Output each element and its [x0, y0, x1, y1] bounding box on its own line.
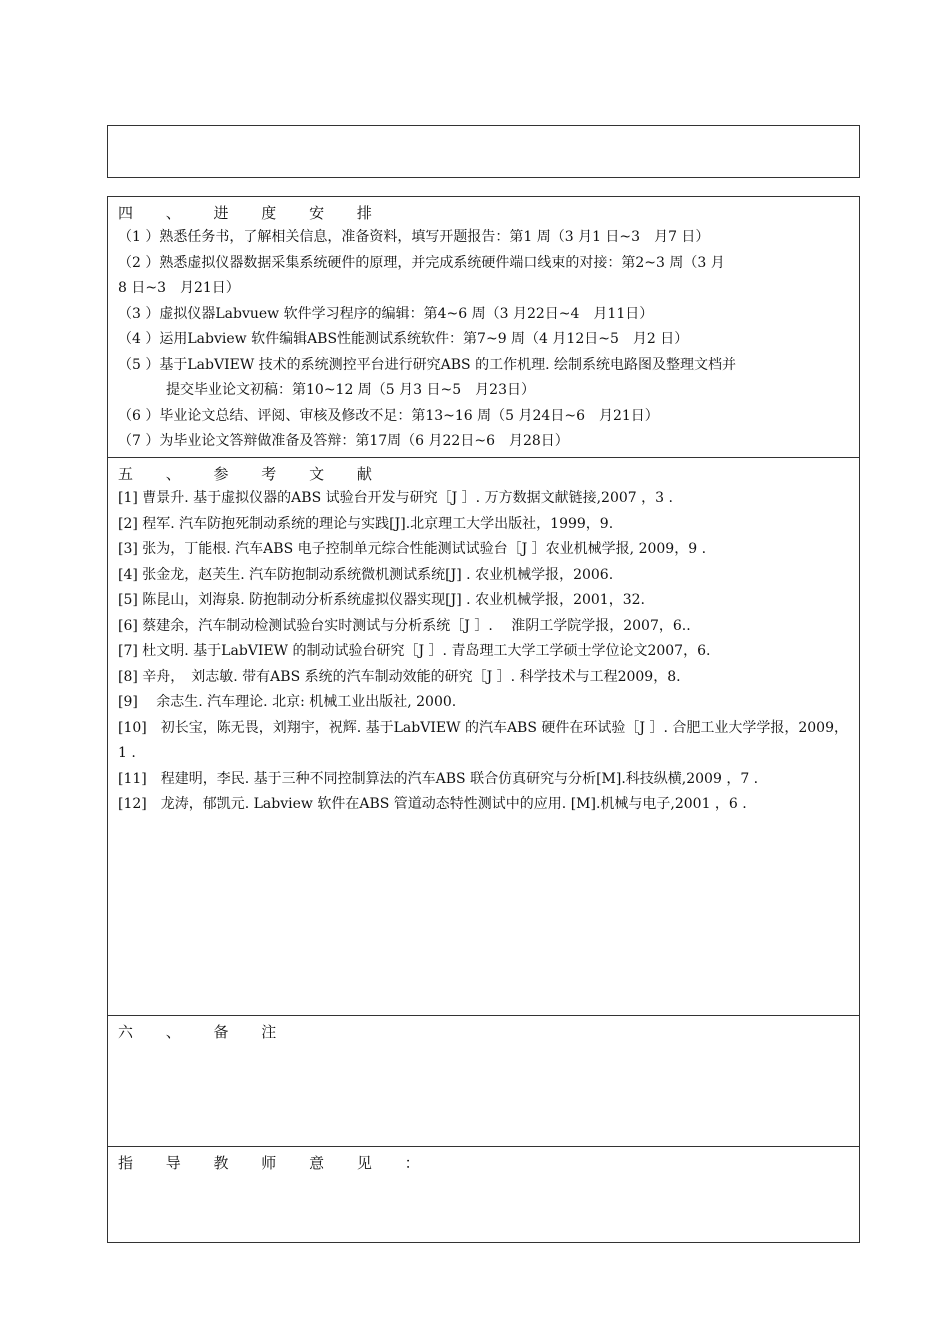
remarks-section	[108, 1016, 859, 1147]
references-section	[108, 458, 859, 1016]
reference-item: [3] 张为，丁能根. 汽车ABS 电子控制单元综合性能测试试验台［J ］农业机械学报, 2009，9 .	[118, 541, 707, 557]
proposal-table	[107, 196, 860, 1243]
schedule-item-4	[118, 327, 851, 353]
schedule-item-line: （7 ）为毕业论文答辩做准备及答辩：第17周（6 月22日~6 月28日）	[118, 433, 569, 449]
schedule-item-line: （4 ）运用Labview 软件编辑ABS性能测试系统软件：第7~9 周（4 月12日~5 月2 日）	[118, 331, 689, 347]
schedule-item-7	[118, 429, 851, 455]
schedule-section	[108, 197, 859, 458]
reference-item: [8] 辛舟， 刘志敏. 带有ABS 系统的汽车制动效能的研究［J ］. 科学技术与工程2009，8.	[118, 668, 681, 685]
reference-item: [7] 杜文明. 基于LabVIEW 的制动试验台研究［J ］. 青岛理工大学工学硕士学位论文2007，6.	[118, 643, 711, 659]
advisor-opinion-heading: 指 导 教 师 意 见 ：	[118, 1154, 434, 1172]
schedule-item-continuation: 8 日~3 月21日）	[118, 280, 240, 296]
references-heading: 五 、 参 考 文 献	[118, 465, 386, 483]
schedule-item-6	[118, 404, 851, 430]
reference-item: [4] 张金龙，赵芙生. 汽车防抱制动系统微机测试系统[J] . 农业机械学报，2006.	[118, 566, 614, 583]
schedule-heading: 四 、 进 度 安 排	[118, 204, 386, 222]
schedule-item-line: （6 ）毕业论文总结、评阅、审核及修改不足：第13~16 周（5 月24日~6 月21日）	[118, 407, 659, 424]
top-empty-box	[107, 125, 860, 178]
reference-item: [11] 程建明，李民. 基于三种不同控制算法的汽车ABS 联合仿真研究与分析[M].科技纵横,2009 ，7 .	[118, 770, 759, 787]
reference-item: [9] 余志生. 汽车理论. 北京: 机械工业出版社, 2000.	[118, 694, 457, 710]
advisor-opinion-section	[108, 1147, 859, 1242]
schedule-item-line: （3 ）虚拟仪器Labvuew 软件学习程序的编辑：第4~6 周（3 月22日~4 月11日）	[118, 305, 654, 322]
reference-item: [10] 初长宝，陈无畏，刘翔宇，祝辉. 基于LabVIEW 的汽车ABS 硬件在环试验［J ］. 合肥工业大学学报，2009，1 .	[118, 719, 848, 761]
schedule-item-5	[118, 353, 851, 404]
reference-item: [1] 曹景升. 基于虚拟仪器的ABS 试验台开发与研究［J ］. 万方数据文献链接,2007 ，3 .	[118, 490, 673, 506]
reference-item: [5] 陈昆山，刘海泉. 防抱制动分析系统虚拟仪器实现[J] . 农业机械学报，2001，32.	[118, 592, 645, 608]
reference-item: [2] 程军. 汽车防抱死制动系统的理论与实践[J].北京理工大学出版社，1999，9.	[118, 515, 614, 532]
reference-item: [6] 蔡建余，汽车制动检测试验台实时测试与分析系统［J ］. 淮阴工学院学报，2007，6..	[118, 617, 691, 634]
schedule-item-3	[118, 302, 851, 328]
remarks-heading: 六 、 备 注	[118, 1023, 291, 1041]
schedule-item-1	[118, 225, 851, 251]
schedule-item-2	[118, 251, 851, 302]
reference-item: [12] 龙涛，郁凯元. Labview 软件在ABS 管道动态特性测试中的应用. [M].机械与电子,2001 ，6 .	[118, 796, 747, 812]
schedule-item-line: （1 ）熟悉任务书，了解相关信息，准备资料，填写开题报告：第1 周（3 月1 日~3 月7 日）	[118, 229, 710, 245]
schedule-item-line: （5 ）基于LabVIEW 技术的系统测控平台进行研究ABS 的工作机理. 绘制系统电路图及整理文档并	[118, 356, 737, 373]
schedule-item-continuation: 提交毕业论文初稿：第10~12 周（5 月3 日~5 月23日）	[166, 382, 535, 398]
schedule-item-line: （2 ）熟悉虚拟仪器数据采集系统硬件的原理，并完成系统硬件端口线束的对接：第2~3 周（3 月	[118, 254, 725, 271]
